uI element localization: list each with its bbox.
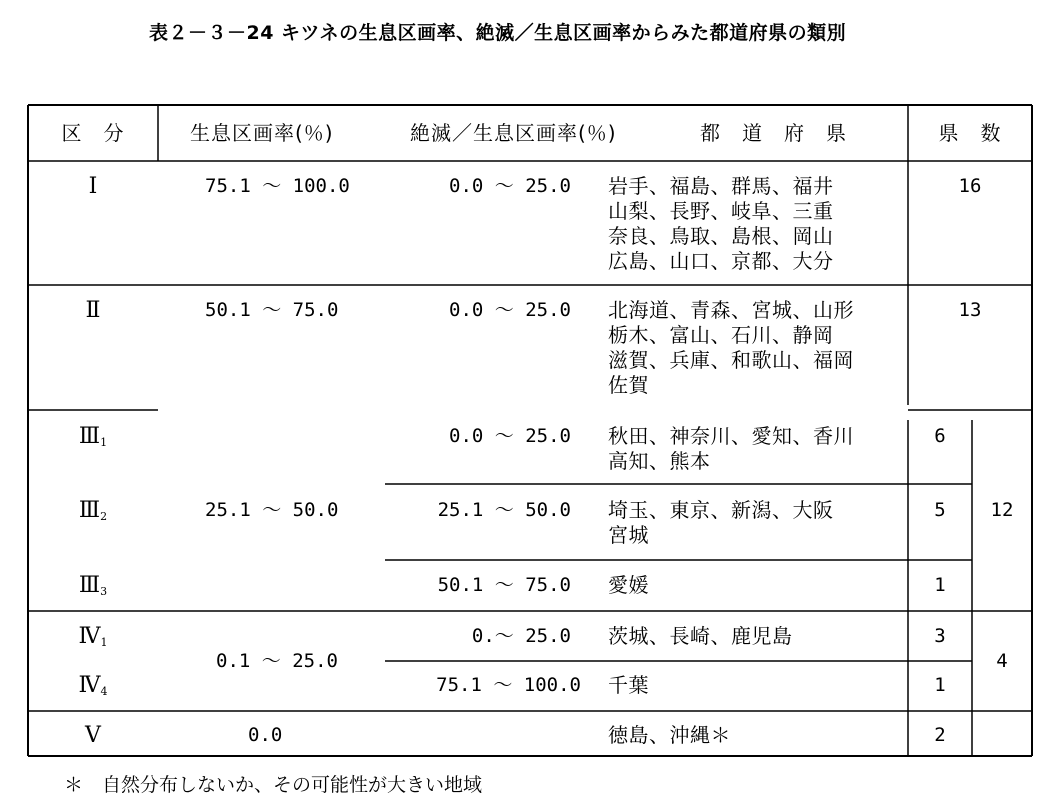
category-cell: Ⅰ xyxy=(88,174,98,199)
count-cell: 13 xyxy=(958,299,982,321)
habitat-rate-cell: 75.1 ～ 100.0 xyxy=(205,175,350,197)
extinct-rate-cell: 0.0 ～ 25.0 xyxy=(449,175,571,197)
extinct-rate-cell: 0.0 ～ 25.0 xyxy=(449,425,571,447)
category-cell: $Ⅲ_2$ xyxy=(78,498,108,523)
group-total-cell: 12 xyxy=(990,499,1014,521)
prefectures-cell: 北海道、青森、宮城、山形 栃木、富山、石川、静岡 滋賀、兵庫、和歌山、福岡 佐賀 xyxy=(608,298,854,397)
count-cell: 1 xyxy=(934,574,946,596)
header-habitat-rate: 生息区画率(％) xyxy=(190,121,334,145)
prefectures-cell: 茨城、長崎、鹿児島 xyxy=(608,624,793,648)
extinct-rate-cell: 0.0 ～ 25.0 xyxy=(449,299,571,321)
header-prefectures: 都 道 府 県 xyxy=(700,121,847,145)
extinct-rate-cell: 50.1 ～ 75.0 xyxy=(437,574,571,596)
count-cell: 5 xyxy=(934,499,946,521)
category-cell: Ⅱ xyxy=(85,298,101,323)
count-cell: 2 xyxy=(934,724,946,746)
prefectures-cell: 愛媛 xyxy=(608,573,649,597)
habitat-rate-cell: 50.1 ～ 75.0 xyxy=(205,299,339,321)
header-count: 県 数 xyxy=(938,121,1002,145)
header-extinct-rate: 絶滅／生息区画率(％) xyxy=(410,121,617,145)
count-cell: 3 xyxy=(934,625,946,647)
extinct-rate-cell: 0.～ 25.0 xyxy=(471,625,571,647)
count-cell: 1 xyxy=(934,674,946,696)
count-cell: 6 xyxy=(934,425,946,447)
prefectures-cell: 千葉 xyxy=(608,673,649,697)
table-title: 表２－３－24 キツネの生息区画率、絶滅／生息区画率からみた都道府県の類別 xyxy=(149,22,847,44)
category-cell: $Ⅳ_1$ xyxy=(78,624,108,649)
habitat-rate-cell: 0.1 ～ 25.0 xyxy=(216,650,338,672)
habitat-rate-cell: 0.0 xyxy=(248,724,283,746)
footnote: ＊ 自然分布しないか、その可能性が大きい地域 xyxy=(64,774,483,796)
category-cell: Ⅴ xyxy=(85,723,101,748)
category-cell: $Ⅲ_3$ xyxy=(78,573,108,598)
category-cell: $Ⅲ_1$ xyxy=(78,424,108,449)
extinct-rate-cell: 25.1 ～ 50.0 xyxy=(437,499,571,521)
count-cell: 16 xyxy=(958,175,982,197)
group-total-cell: 4 xyxy=(996,650,1008,672)
habitat-rate-cell: 25.1 ～ 50.0 xyxy=(205,499,339,521)
prefectures-cell: 埼玉、東京、新潟、大阪 宮城 xyxy=(608,498,834,547)
header-category: 区 分 xyxy=(61,121,125,145)
prefectures-cell: 岩手、福島、群馬、福井 山梨、長野、岐阜、三重 奈良、鳥取、島根、岡山 広島、山口、京都、大分 xyxy=(608,174,834,273)
prefectures-cell: 秋田、神奈川、愛知、香川 高知、熊本 xyxy=(608,424,854,473)
extinct-rate-cell: 75.1 ～ 100.0 xyxy=(436,674,581,696)
prefectures-cell: 徳島、沖縄＊ xyxy=(608,723,731,747)
category-cell: $Ⅳ_4$ xyxy=(78,673,108,698)
